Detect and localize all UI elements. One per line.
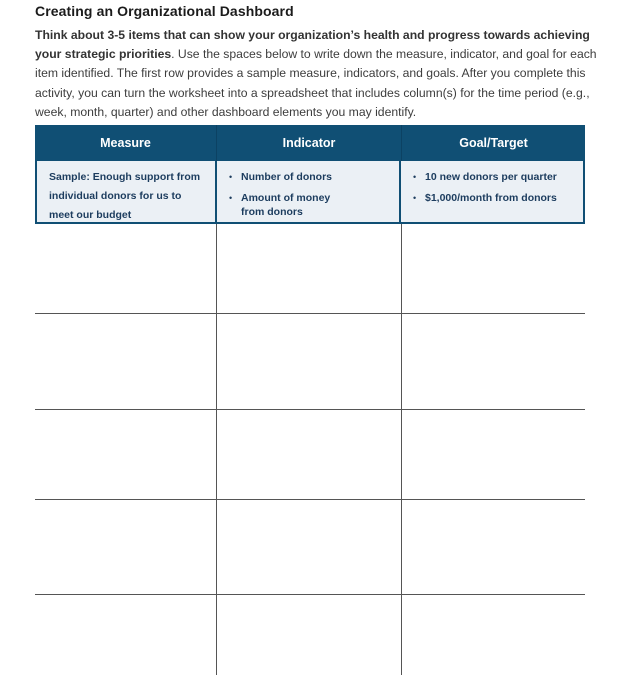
sample-indicator-cell	[217, 161, 401, 222]
empty-measure-cell	[35, 410, 217, 499]
page-title: Creating an Organizational Dashboard	[35, 3, 294, 19]
dashboard-worksheet-table	[35, 125, 585, 675]
indicator-item-text: Amount of money from donors	[241, 192, 331, 218]
sample-measure-text: Sample: Enough support from individual donors for us to meet our budget	[49, 171, 201, 221]
goal-item-text: 10 new donors per quarter	[425, 171, 557, 183]
empty-goal-cell	[402, 314, 585, 409]
empty-table-row	[35, 500, 585, 595]
empty-measure-cell	[35, 500, 217, 594]
list-item	[413, 170, 575, 184]
empty-table-row	[35, 595, 585, 675]
intro-regular-text: . Use the spaces below to write down the measure, indicator, and goal for each item identified. The first row provides a sample measure, indicators, and goals. After you complete this activity, you can turn the worksheet into a spreadsheet that includes column(s) for the time period (e.g., week, month, quarter) and other dashboard elements you may identify.	[35, 47, 597, 119]
empty-indicator-cell	[217, 595, 402, 675]
sample-row	[35, 161, 585, 224]
bullet-icon: •	[413, 172, 417, 182]
empty-indicator-cell	[217, 224, 402, 313]
bullet-icon: •	[229, 193, 233, 203]
empty-indicator-cell	[217, 410, 402, 499]
goal-item-text: $1,000/month from donors	[425, 192, 557, 204]
intro-paragraph	[35, 26, 600, 122]
sample-measure-cell	[37, 161, 217, 222]
column-header-indicator: Indicator	[217, 125, 402, 161]
empty-measure-cell	[35, 224, 217, 313]
empty-goal-cell	[402, 410, 585, 499]
empty-table-row	[35, 224, 585, 314]
table-header-row	[35, 125, 585, 161]
empty-measure-cell	[35, 314, 217, 409]
empty-indicator-cell	[217, 314, 402, 409]
list-item	[229, 191, 391, 219]
empty-goal-cell	[402, 595, 585, 675]
bullet-icon: •	[413, 193, 417, 203]
list-item	[229, 170, 391, 184]
empty-goal-cell	[402, 500, 585, 594]
column-header-goal-target: Goal/Target	[459, 136, 528, 150]
empty-table-row	[35, 314, 585, 410]
empty-goal-cell	[402, 224, 585, 313]
empty-measure-cell	[35, 595, 217, 675]
bullet-icon: •	[229, 172, 233, 182]
empty-table-row	[35, 410, 585, 500]
sample-goal-cell	[401, 161, 583, 222]
intro-bold-text: Think about 3-5 items that can show your organization’s health and progress towards achieving your strategic priorities	[35, 28, 590, 62]
list-item	[413, 191, 575, 205]
indicator-item-text: Number of donors	[241, 171, 332, 183]
empty-indicator-cell	[217, 500, 402, 594]
column-header-measure: Measure	[35, 125, 217, 161]
